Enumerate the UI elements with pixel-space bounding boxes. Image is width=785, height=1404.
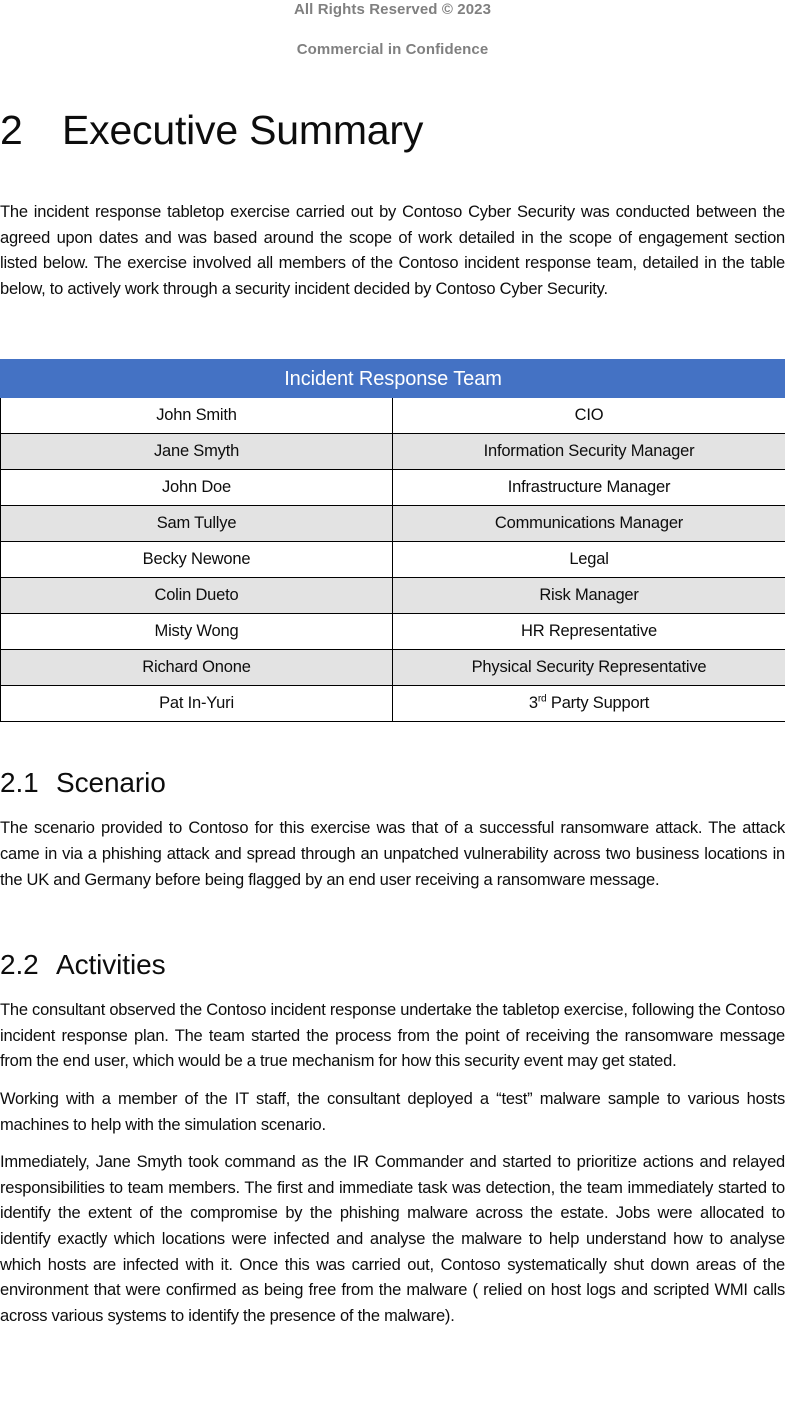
section-title: Executive Summary: [62, 107, 424, 153]
cell-role: Infrastructure Manager: [393, 470, 785, 506]
subsection-heading-activities: [0, 948, 785, 982]
cell-name: Colin Dueto: [1, 578, 393, 614]
cell-role: [393, 686, 785, 722]
role-ordinal-suffix: rd: [537, 693, 547, 705]
table-row: [1, 686, 785, 722]
table-row: [1, 650, 785, 686]
subsection-number: 2.1: [0, 767, 39, 799]
cell-role: HR Representative: [393, 614, 785, 650]
role-prefix: 3: [528, 694, 538, 713]
table-row: [1, 542, 785, 578]
section-number: 2: [0, 107, 23, 153]
cell-role: Information Security Manager: [393, 434, 785, 470]
activities-paragraph-2: Working with a member of the IT staff, the consultant deployed a “test” malware sample to various hosts machines to help with the simulation scenario.: [0, 1089, 785, 1134]
confidentiality-line: Commercial in Confidence: [296, 41, 489, 58]
activities-paragraph-3: Immediately, Jane Smyth took command as the IR Commander and started to prioritize actions and relayed responsibilities to team members. The first and immediate task was detection, the team immediately started to identify the extent of the compromise by the phishing malware across the estate. Jobs were allocated to identify exactly which locations were infected and analyse the malware to help understand how to analyse which hosts are infected with it. Once this was carried out, Contoso systematically shut down areas of the environment that were confirmed as being free from the malware ( relied on host logs and scripted WMI calls across various systems to identify the presence of the malware).: [0, 1153, 785, 1325]
table-row: [1, 470, 785, 506]
cell-name: Richard Onone: [1, 650, 393, 686]
section-heading-block: [0, 106, 785, 154]
table-body: [1, 398, 785, 722]
incident-response-team-table: [0, 359, 785, 722]
page-title: [0, 106, 785, 154]
cell-name: Sam Tullye: [1, 506, 393, 542]
cell-name: Becky Newone: [1, 542, 393, 578]
copyright-line: All Rights Reserved © 2023: [293, 1, 492, 18]
activities-paragraph-1: The consultant observed the Contoso incident response undertake the tabletop exercise, following the Contoso incident response plan. The team started the process from the point of receiving the ransomware message from the end user, which would be a true mechanism for how this security event may get stated.: [0, 1001, 785, 1071]
table-row: [1, 434, 785, 470]
role-suffix: Party Support: [546, 694, 650, 713]
table-title: Incident Response Team: [1, 360, 785, 398]
subsection-number: 2.2: [0, 949, 39, 981]
subsection-heading-scenario: [0, 766, 785, 800]
cell-name: Misty Wong: [1, 614, 393, 650]
table-header-row: [1, 360, 785, 398]
intro-paragraph: The incident response tabletop exercise carried out by Contoso Cyber Security was conducted between the agreed upon dates and was based around the scope of work detailed in the scope of engagement section listed below. The exercise involved all members of the Contoso incident response team, detailed in the table below, to actively work through a security incident decided by Contoso Cyber Security.: [0, 203, 785, 298]
running-header: [0, 0, 785, 58]
cell-name: John Smith: [1, 398, 393, 434]
cell-role: Legal: [393, 542, 785, 578]
table-row: [1, 578, 785, 614]
cell-role: Communications Manager: [393, 506, 785, 542]
cell-name: Jane Smyth: [1, 434, 393, 470]
cell-role: Risk Manager: [393, 578, 785, 614]
subsection-title: Scenario: [56, 767, 166, 799]
table-row: [1, 506, 785, 542]
cell-role: Physical Security Representative: [393, 650, 785, 686]
cell-name: John Doe: [1, 470, 393, 506]
subsection-title: Activities: [56, 949, 166, 981]
table-row: [1, 398, 785, 434]
scenario-paragraph: The scenario provided to Contoso for this exercise was that of a successful ransomware attack. The attack came in via a phishing attack and spread through an unpatched vulnerability across two business locations in the UK and Germany before being flagged by an end user receiving a ransomware message.: [0, 819, 785, 889]
cell-name: Pat In-Yuri: [1, 686, 393, 722]
cell-role: CIO: [393, 398, 785, 434]
table-row: [1, 614, 785, 650]
